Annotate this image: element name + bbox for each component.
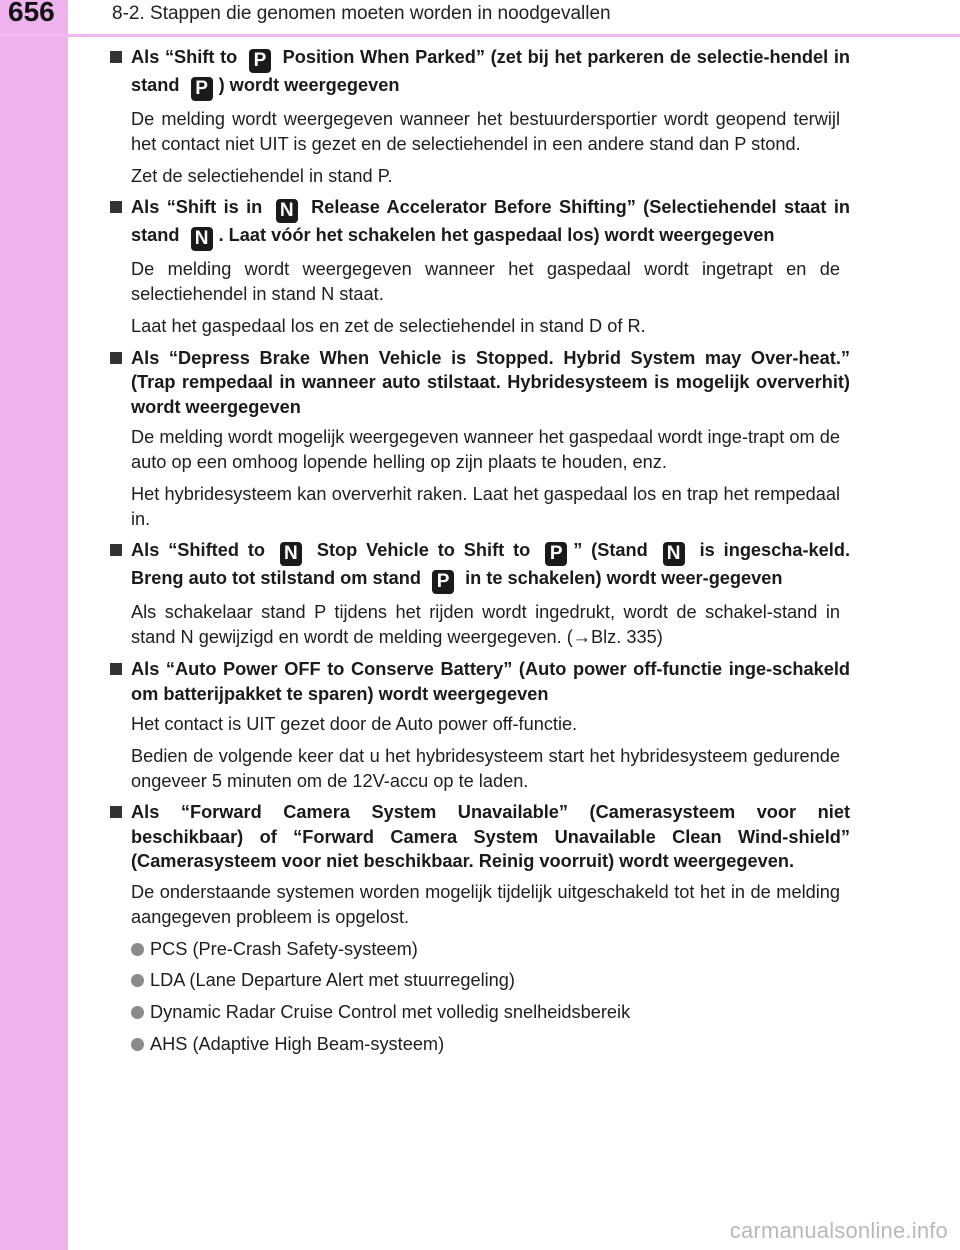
section-title: 8-2. Stappen die genomen moeten worden in noodgevallen — [112, 3, 611, 24]
message-item-depress-brake — [110, 346, 850, 532]
gear-p-icon: P — [249, 49, 271, 73]
item-heading: Als “Auto Power OFF to Conserve Battery” (Auto power off-functie inge-schakeld om batterijpakket te sparen) wordt weergegeven — [110, 657, 850, 706]
gear-p-icon: P — [191, 77, 213, 101]
circle-bullet-icon — [131, 974, 144, 987]
body-paragraph: Als schakelaar stand P tijdens het rijden wordt ingedrukt, wordt de schakel-stand in stand N gewijzigd en wordt de melding weergegeven. (→Blz. 335) — [131, 602, 840, 648]
body-paragraph: De melding wordt weergegeven wanneer het gaspedaal wordt ingetrapt en de selectiehendel in stand N staat. — [131, 259, 840, 305]
body-paragraph: Het hybridesysteem kan oververhit raken. Laat het gaspedaal los en trap het rempedaal in. — [131, 483, 840, 529]
header-rule — [0, 34, 960, 37]
body-paragraph: Het contact is UIT gezet door de Auto power off-functie. — [131, 714, 578, 735]
gear-n-icon: N — [191, 227, 213, 251]
item-heading: Als “Shift is in N Release Accelerator Before Shifting” (Selectiehendel staat in stand N . Laat vóór het schakelen het gaspedaal los) wordt weergegeven — [110, 195, 850, 251]
item-heading: Als “Shift to P Position When Parked” (zet bij het parkeren de selectie-hendel in stand P ) wordt weergegeven — [110, 45, 850, 101]
item-heading: Als “Shifted to N Stop Vehicle to Shift to P ” (Stand N is ingescha-keld. Breng auto tot stilstand om stand P in te schakelen) wordt weer-gegeven — [110, 538, 850, 594]
message-item-forward-camera — [110, 800, 850, 1056]
body-paragraph: Laat het gaspedaal los en zet de selectiehendel in stand D of R. — [131, 315, 646, 336]
body-paragraph: De melding wordt mogelijk weergegeven wanneer het gaspedaal wordt inge-trapt om de auto op een omhoog lopende helling op zijn plaats te houden, enz. — [131, 427, 840, 473]
item-heading: Als “Depress Brake When Vehicle is Stopped. Hybrid System may Over-heat.” (Trap rempedaal in wanneer auto stilstaat. Hybridesysteem is mogelijk oververhit) wordt weergegeven — [110, 346, 850, 420]
square-bullet-icon — [110, 352, 122, 364]
body-paragraph: De melding wordt weergegeven wanneer het bestuurdersportier wordt geopend terwijl het contact niet UIT is gezet en de selectiehendel in een andere stand dan P stond. — [131, 109, 840, 154]
page-header — [0, 0, 960, 36]
body-paragraph: Zet de selectiehendel in stand P. — [131, 165, 393, 186]
list-item: Dynamic Radar Cruise Control met volledig snelheidsbereik — [110, 1000, 850, 1025]
message-item-shifted-to-n — [110, 538, 850, 650]
square-bullet-icon — [110, 51, 122, 63]
item-heading: Als “Forward Camera System Unavailable” (Camerasysteem voor niet beschikbaar) of “Forward Camera System Unavailable Clean Wind-shield” (Camerasysteem voor niet beschikbaar. Reinig voorruit) wordt weergegeven. — [110, 800, 850, 874]
gear-p-icon: P — [545, 542, 567, 566]
list-item: AHS (Adaptive High Beam-systeem) — [110, 1032, 850, 1057]
message-item-shift-to-p — [110, 45, 850, 188]
page-content — [110, 45, 850, 1064]
circle-bullet-icon — [131, 1006, 144, 1019]
gear-n-icon: N — [276, 199, 298, 223]
circle-bullet-icon — [131, 943, 144, 956]
gear-n-icon: N — [280, 542, 302, 566]
circle-bullet-icon — [131, 1038, 144, 1051]
gear-p-icon: P — [432, 570, 454, 594]
list-item: PCS (Pre-Crash Safety-systeem) — [110, 937, 850, 962]
message-item-auto-power-off — [110, 657, 850, 793]
gear-n-icon: N — [663, 542, 685, 566]
square-bullet-icon — [110, 544, 122, 556]
body-paragraph: De onderstaande systemen worden mogelijk tijdelijk uitgeschakeld tot het in de melding aangegeven probleem is opgelost. — [131, 881, 840, 927]
square-bullet-icon — [110, 201, 122, 213]
watermark: carmanualsonline.info — [729, 1218, 948, 1243]
message-item-shift-is-in-n — [110, 195, 850, 338]
body-paragraph: Bedien de volgende keer dat u het hybridesysteem start het hybridesysteem gedurende ongeveer 5 minuten om de 12V-accu op te laden. — [131, 745, 840, 791]
page-number: 656 — [8, 0, 55, 27]
page-margin-band — [0, 0, 68, 1250]
square-bullet-icon — [110, 806, 122, 818]
square-bullet-icon — [110, 663, 122, 675]
list-item: LDA (Lane Departure Alert met stuurregeling) — [110, 968, 850, 993]
